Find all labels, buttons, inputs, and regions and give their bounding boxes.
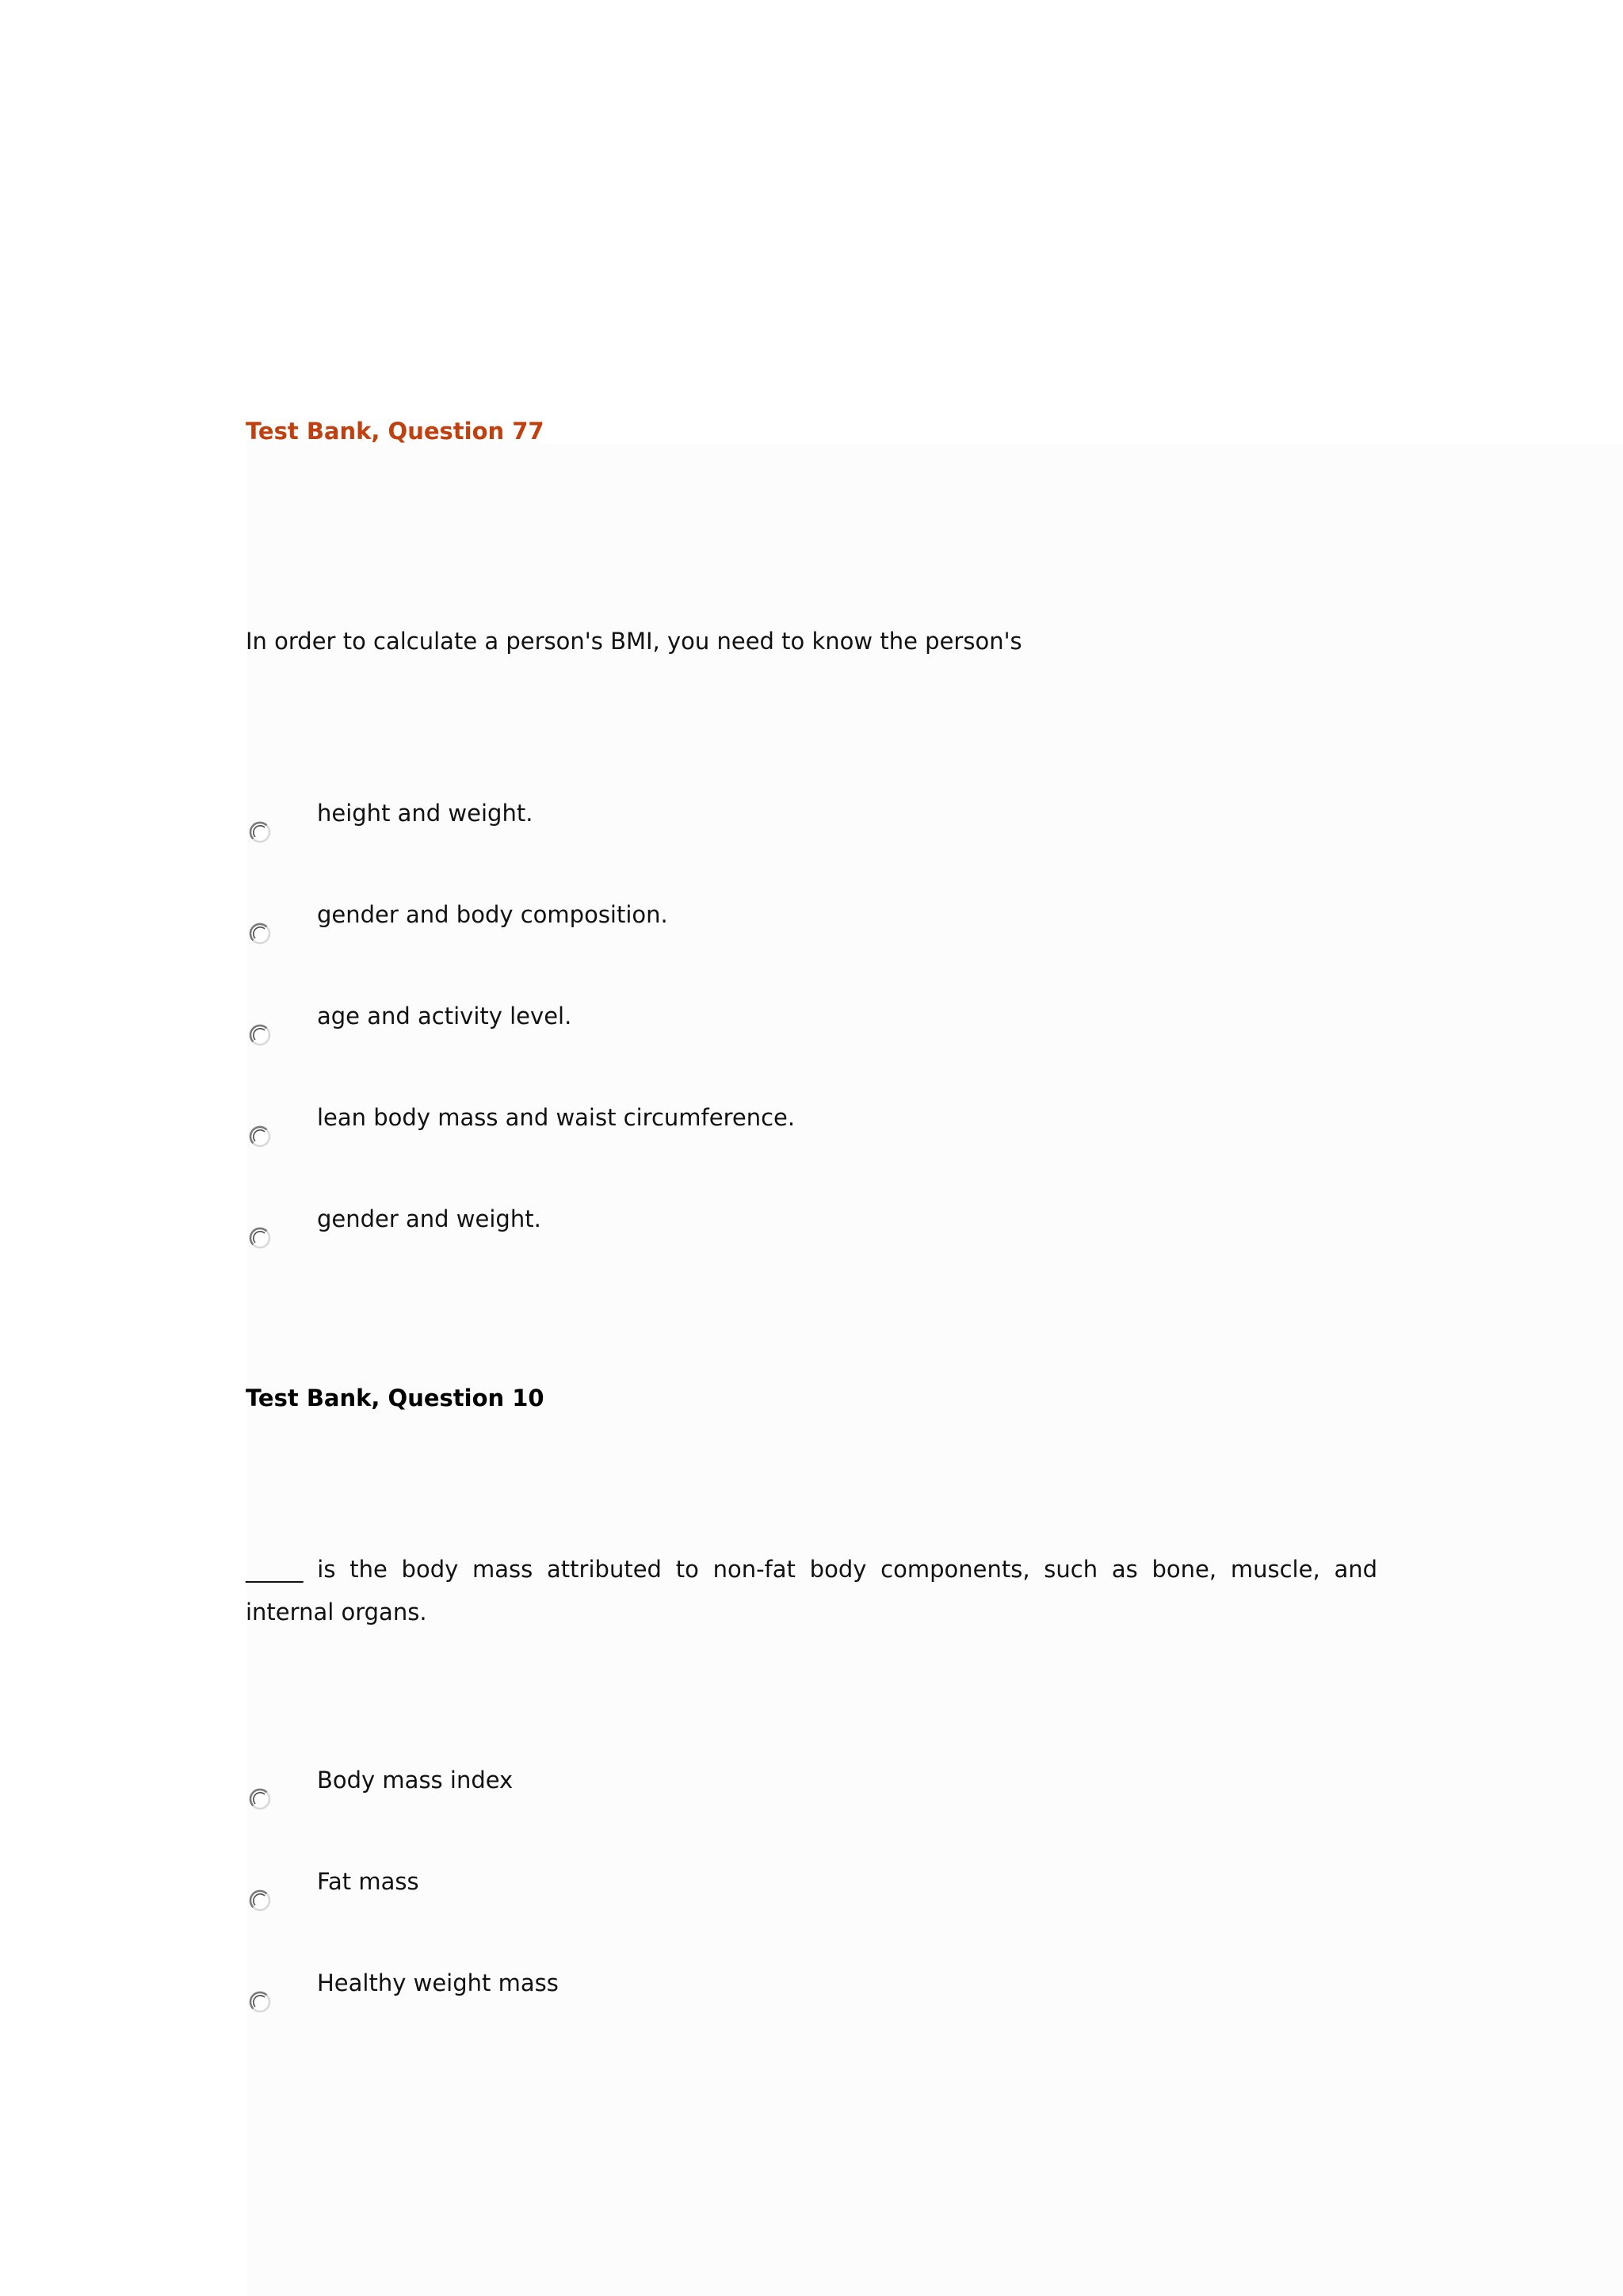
question-text: In order to calculate a person's BMI, you need to know the person's: [246, 628, 1022, 655]
answer-option-label: gender and body composition.: [317, 901, 668, 928]
radio-button-icon[interactable]: [249, 1991, 271, 2013]
answer-option-label: Fat mass: [317, 1868, 419, 1895]
answer-option-label: lean body mass and waist circumference.: [317, 1104, 796, 1131]
question-text: _____ is the body mass attributed to non-fat body components, such as bone, muscle, and internal organs.: [246, 1556, 1377, 1626]
question-title: Test Bank, Question 10: [246, 1385, 544, 1412]
answer-option[interactable]: [246, 1969, 1355, 2016]
radio-button-icon[interactable]: [249, 923, 271, 945]
answer-option-label: Body mass index: [317, 1767, 514, 1794]
answer-option-label: Healthy weight mass: [317, 1969, 559, 1996]
answer-option[interactable]: [246, 1205, 1355, 1252]
answer-option[interactable]: [246, 1766, 1355, 1813]
answer-option[interactable]: [246, 1103, 1355, 1151]
answer-option-label: height and weight.: [317, 800, 533, 827]
question-title: Test Bank, Question 77: [246, 418, 544, 445]
radio-button-icon[interactable]: [249, 1024, 271, 1046]
answer-option[interactable]: [246, 799, 1355, 846]
radio-button-icon[interactable]: [249, 1227, 271, 1249]
answer-option[interactable]: [246, 1867, 1355, 1915]
page-background: [247, 444, 1623, 2296]
answer-option[interactable]: [246, 1002, 1355, 1049]
answer-option[interactable]: [246, 900, 1355, 948]
radio-button-icon[interactable]: [249, 1788, 271, 1810]
radio-button-icon[interactable]: [249, 1889, 271, 1912]
answer-option-label: age and activity level.: [317, 1003, 572, 1030]
answer-option-label: gender and weight.: [317, 1205, 541, 1232]
radio-button-icon[interactable]: [249, 821, 271, 843]
radio-button-icon[interactable]: [249, 1125, 271, 1148]
